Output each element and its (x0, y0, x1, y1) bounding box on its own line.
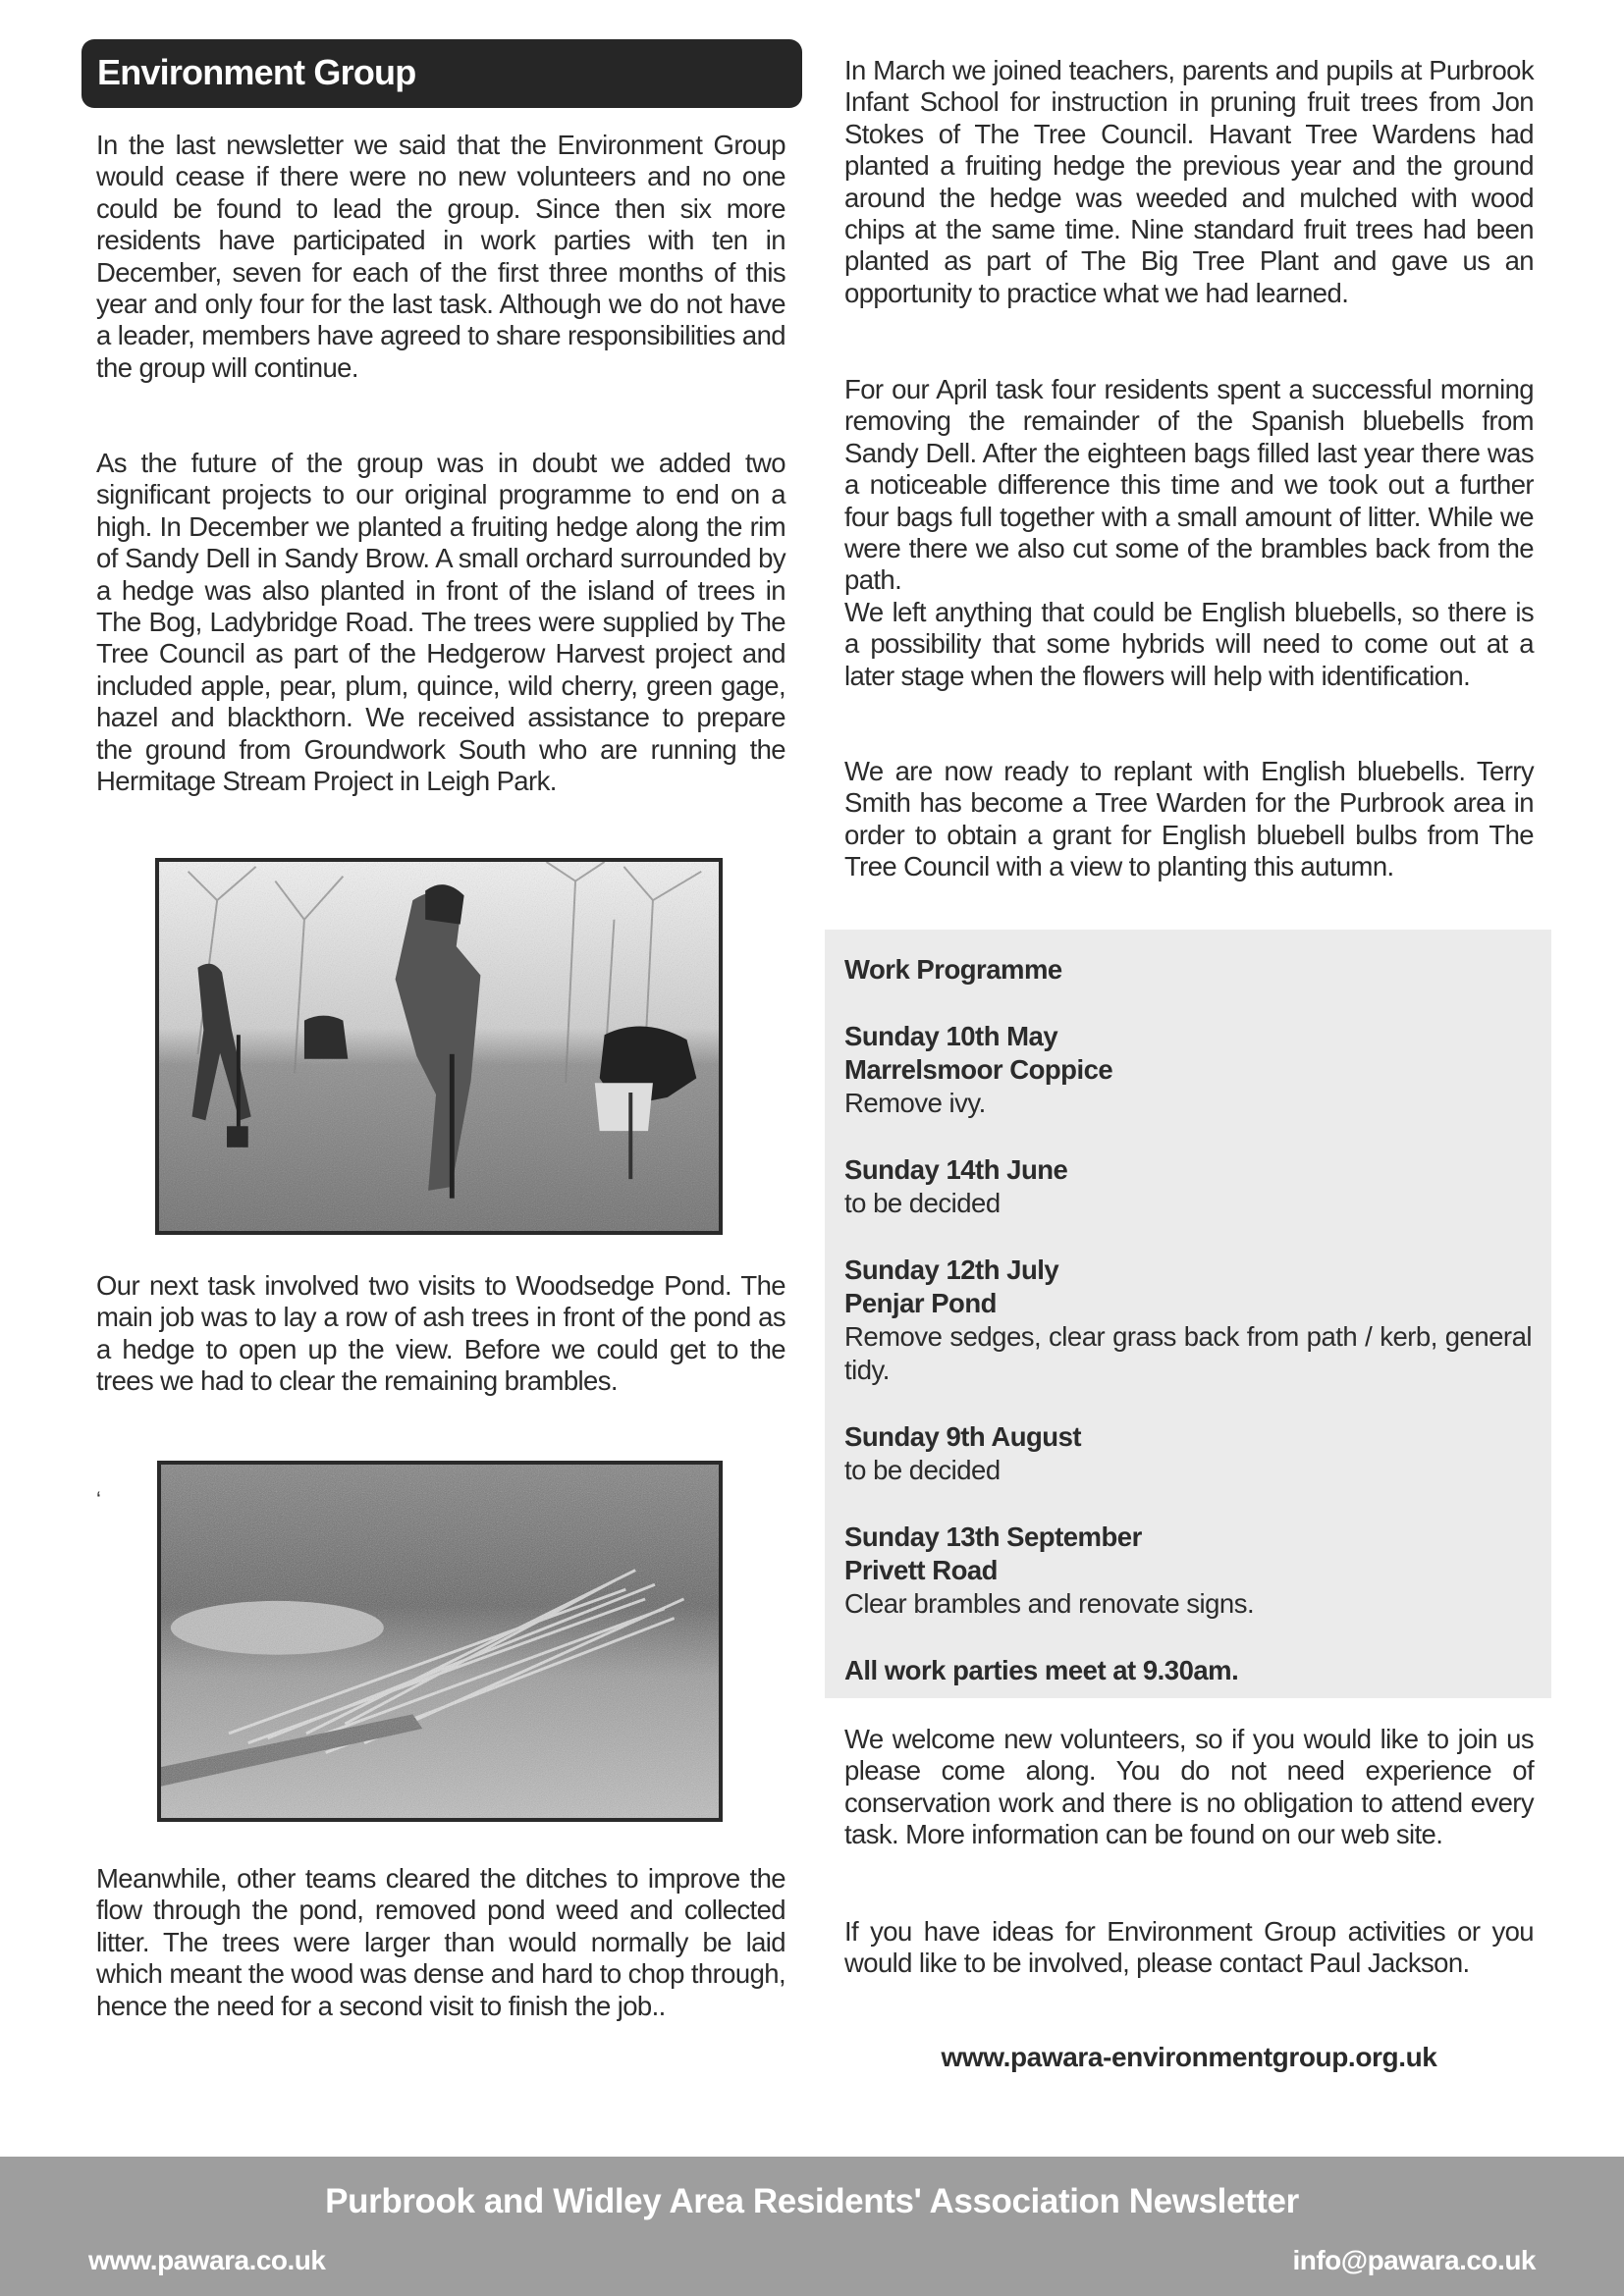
footer-email-link[interactable]: info@pawara.co.uk (1292, 2245, 1536, 2275)
april-paragraph: For our April task four residents spent a successful morning removing the remainder of the Spanish bluebells from Sandy Dell. After the eighteen bags filled last year there was a noticeable difference this time and we took out a further four bags full together with a small amount of litter. While we were there we also cut some of the brambles back from the path. (844, 374, 1534, 596)
contact-paragraph: If you have ideas for Environment Group activities or you would like to be involved, please contact Paul Jackson. (844, 1916, 1534, 1979)
event-task: Remove ivy. (844, 1088, 986, 1118)
volunteers-paragraph: We welcome new volunteers, so if you would like to join us please come along. You do not need experience of conservation work and there is no obligation to attend every task. More information can be found on our web site. (844, 1724, 1534, 1850)
section-header-bar (81, 39, 802, 108)
photo-hedge-laying (157, 1461, 723, 1822)
event-date: Sunday 13th September (844, 1522, 1142, 1552)
event-date: Sunday 12th July (844, 1255, 1059, 1285)
projects-paragraph: As the future of the group was in doubt we added two significant projects to our original programme to end on a high. In December we planted a fruiting hedge along the rim of Sandy Dell in Sandy Brow. A small orchard surrounded by a hedge was also planted in front of the island of trees in The Bog, Ladybridge Road. The trees were supplied by The Tree Council as part of the Hedgerow Harvest project and included apple, pear, plum, quince, wild cherry, green gage, hazel and blackthorn. We received assistance to prepare the ground from Groundwork South who are running the Hermitage Stream Project in Leigh Park. (96, 448, 785, 797)
meanwhile-paragraph: Meanwhile, other teams cleared the ditches to improve the flow through the pond, removed pond weed and collected litter. The trees were larger than would normally be laid which meant the wood was dense and hard to chop through, hence the need for a second visit to finish the job.. (96, 1863, 785, 2021)
photo-tree-planting (155, 858, 723, 1235)
event-task: Clear brambles and renovate signs. (844, 1588, 1255, 1619)
tree-planting-image (159, 862, 719, 1231)
newsletter-title: Purbrook and Widley Area Residents' Association Newsletter (325, 2182, 1299, 2220)
event-location: Penjar Pond (844, 1288, 997, 1318)
event-task: Remove sedges, clear grass back from path / kerb, general tidy. (844, 1321, 1532, 1385)
work-programme-list (844, 953, 1532, 1687)
event-task: to be decided (844, 1455, 1001, 1485)
event-date: Sunday 10th May (844, 1021, 1058, 1051)
event-task: to be decided (844, 1188, 1001, 1218)
work-programme-title: Work Programme (844, 954, 1062, 985)
meeting-time-note: All work parties meet at 9.30am. (844, 1655, 1239, 1685)
event-date: Sunday 14th June (844, 1154, 1068, 1185)
replant-paragraph: We are now ready to replant with English bluebells. Terry Smith has become a Tree Warden for the Purbrook area in order to obtain a grant for English bluebell bulbs from The Tree Council with a view to planting this autumn. (844, 756, 1534, 882)
footer-website-link[interactable]: www.pawara.co.uk (88, 2245, 326, 2275)
march-paragraph: In March we joined teachers, parents and pupils at Purbrook Infant School for instruction in pruning fruit trees from Jon Stokes of The Tree Council. Havant Tree Wardens had planted a fruiting hedge the previous year and the ground around the hedge was weeded and mulched with wood chips at the same time. Nine standard fruit trees had been planted as part of The Big Tree Plant and gave us an opportunity to practice what we had learned. (844, 55, 1534, 308)
work-programme-box (825, 930, 1551, 1698)
hedge-laying-image (161, 1465, 719, 1818)
environment-group-website-link[interactable]: www.pawara-environmentgroup.org.uk (941, 2042, 1437, 2072)
newsletter-footer (0, 2157, 1624, 2296)
woodsedge-paragraph: Our next task involved two visits to Woodsedge Pond. The main job was to lay a row of ash trees in front of the pond as a hedge to open up the view. Before we could get to the trees we had to clear the remaining brambles. (96, 1270, 785, 1397)
stray-quote-mark: ‘ (96, 1487, 101, 1512)
event-date: Sunday 9th August (844, 1421, 1082, 1452)
section-title: Environment Group (97, 52, 416, 92)
event-location: Marrelsmoor Coppice (844, 1054, 1113, 1085)
intro-paragraph: In the last newsletter we said that the Environment Group would cease if there were no new volunteers and no one could be found to lead the group. Since then six more residents have participated in work parties with ten in December, seven for each of the first three months of this year and only four for the last task. Although we do not have a leader, members have agreed to share responsibilities and the group will continue. (96, 130, 785, 383)
event-location: Privett Road (844, 1555, 998, 1585)
bluebells-paragraph: We left anything that could be English bluebells, so there is a possibility that some hybrids will need to come out at a later stage when the flowers will help with identification. (844, 597, 1534, 691)
